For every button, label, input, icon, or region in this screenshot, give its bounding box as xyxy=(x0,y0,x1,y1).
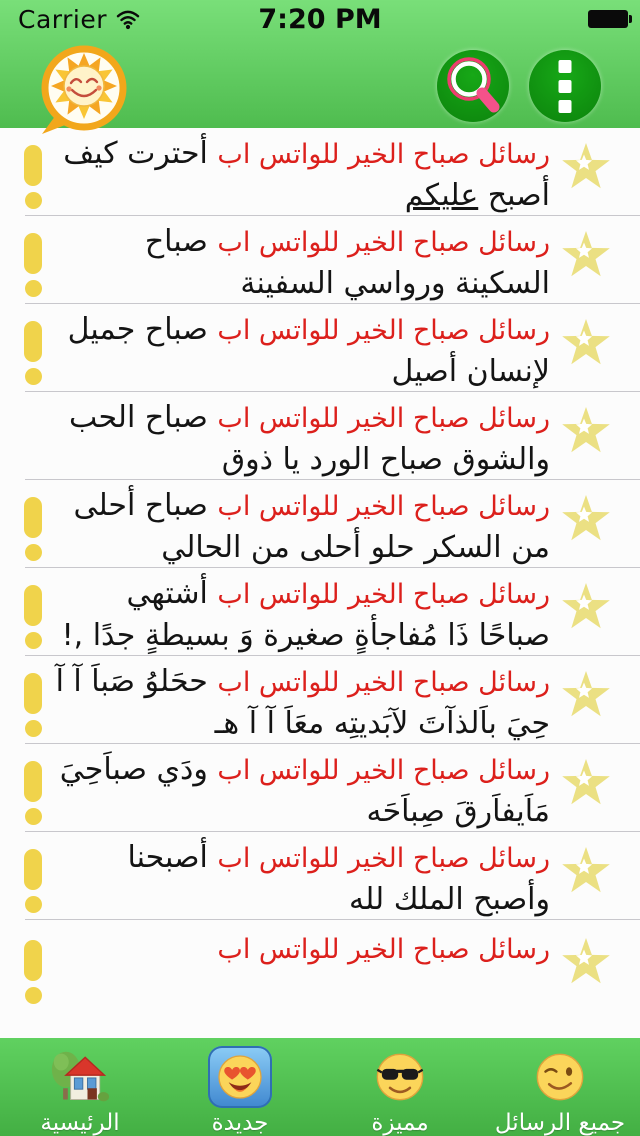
exclamation-icon xyxy=(22,940,42,1004)
exclamation-icon xyxy=(22,585,42,649)
message-body: صباح الحب والشوق صباح الورد يا ذوق xyxy=(68,400,550,477)
message-prefix: رسائل صباح الخير للواتس اب xyxy=(217,843,550,874)
message-text xyxy=(50,309,550,392)
message-row[interactable] xyxy=(0,392,640,480)
winking-emoji-icon xyxy=(528,1046,592,1108)
tab-home[interactable] xyxy=(0,1038,160,1136)
message-row[interactable] xyxy=(0,568,640,656)
favorite-star-icon[interactable] xyxy=(560,140,612,194)
carrier-label: Carrier xyxy=(18,5,107,34)
message-text xyxy=(50,221,550,304)
tab-all-messages[interactable] xyxy=(480,1038,640,1136)
message-row[interactable] xyxy=(0,128,640,216)
message-row[interactable] xyxy=(0,216,640,304)
exclamation-icon xyxy=(22,673,42,737)
message-text xyxy=(50,485,550,568)
favorite-star-icon[interactable] xyxy=(560,844,612,898)
clock: 7:20 PM xyxy=(258,4,382,35)
exclamation-icon xyxy=(22,761,42,825)
message-prefix: رسائل صباح الخير للواتس اب xyxy=(217,667,550,698)
status-bar xyxy=(0,0,640,40)
top-bar xyxy=(0,0,640,128)
battery-icon xyxy=(588,10,628,28)
message-body: صباح جميل لإنسان أصيل xyxy=(67,312,550,389)
favorite-star-icon[interactable] xyxy=(560,668,612,722)
partial-row-clip xyxy=(0,923,640,965)
message-row[interactable] xyxy=(0,923,640,1011)
exclamation-icon xyxy=(22,233,42,297)
tab-home-label: الرئيسية xyxy=(40,1110,120,1136)
message-body: أشتهي صباحًا ذَا مُفاجأةٍ صغيرة وَ بسيطةٍ جدًا ,! xyxy=(61,576,550,653)
tab-all-messages-label: جميع الرسائل xyxy=(494,1110,626,1136)
message-body: أحترت كيف أصبح xyxy=(63,136,550,213)
tab-featured-label: مميزة xyxy=(371,1110,429,1136)
message-prefix: رسائل صباح الخير للواتس اب xyxy=(217,227,550,258)
tab-new[interactable] xyxy=(160,1038,320,1136)
sunglasses-emoji-icon xyxy=(368,1046,432,1108)
sun-speech-bubble-icon xyxy=(30,44,134,138)
search-icon xyxy=(437,50,509,122)
app-logo xyxy=(30,44,134,138)
favorite-star-icon[interactable] xyxy=(560,228,612,282)
search-button[interactable] xyxy=(437,50,509,122)
exclamation-icon xyxy=(22,145,42,209)
message-text xyxy=(50,928,550,970)
message-prefix: رسائل صباح الخير للواتس اب xyxy=(217,403,550,434)
message-body: أصبحنا وأصبح الملك لله xyxy=(127,840,550,917)
message-prefix: رسائل صباح الخير للواتس اب xyxy=(217,315,550,346)
tab-new-label: جديدة xyxy=(211,1110,269,1136)
favorite-star-icon[interactable] xyxy=(560,756,612,810)
message-prefix: رسائل صباح الخير للواتس اب xyxy=(217,491,550,522)
message-text xyxy=(50,661,550,744)
message-list xyxy=(0,128,640,1038)
favorite-star-icon[interactable] xyxy=(560,492,612,546)
message-text xyxy=(50,837,550,920)
message-prefix: رسائل صباح الخير للواتس اب xyxy=(217,579,550,610)
message-body: صباح أحلى من السكر حلو أحلى من الحالي xyxy=(73,488,550,565)
message-row[interactable] xyxy=(0,744,640,832)
message-body: ودَي صباَحِيَ مَاَيفاَرقَ صِباَحَه xyxy=(59,752,550,829)
message-row[interactable] xyxy=(0,656,640,744)
house-with-tree-icon xyxy=(48,1046,112,1108)
message-text xyxy=(50,573,550,656)
menu-button[interactable] xyxy=(529,50,601,122)
message-row[interactable] xyxy=(0,304,640,392)
exclamation-icon xyxy=(22,497,42,561)
message-body: ححَلوُ صَباَ آ آ حِيَ باَلذآتَ لآبَديتِه معَاَ آ آ هـ xyxy=(55,664,550,741)
message-prefix: رسائل صباح الخير للواتس اب xyxy=(217,755,550,786)
tab-featured[interactable] xyxy=(320,1038,480,1136)
message-prefix: رسائل صباح الخير للواتس اب xyxy=(217,139,550,170)
message-text xyxy=(50,749,550,832)
message-row[interactable] xyxy=(0,480,640,568)
message-body: صباح السكينة ورواسي السفينة xyxy=(144,224,550,301)
message-prefix: رسائل صباح الخير للواتس اب xyxy=(217,934,550,965)
message-body-underlined: عليكم xyxy=(404,178,479,213)
three-dots-icon xyxy=(529,50,601,122)
message-text xyxy=(50,397,550,480)
exclamation-icon xyxy=(22,849,42,913)
heart-eyes-emoji-icon xyxy=(208,1046,272,1108)
exclamation-icon xyxy=(22,321,42,385)
message-text xyxy=(50,133,550,216)
favorite-star-icon[interactable] xyxy=(560,580,612,634)
message-row[interactable] xyxy=(0,832,640,920)
tab-bar xyxy=(0,1038,640,1136)
favorite-star-icon[interactable] xyxy=(560,935,612,989)
favorite-star-icon[interactable] xyxy=(560,404,612,458)
favorite-star-icon[interactable] xyxy=(560,316,612,370)
